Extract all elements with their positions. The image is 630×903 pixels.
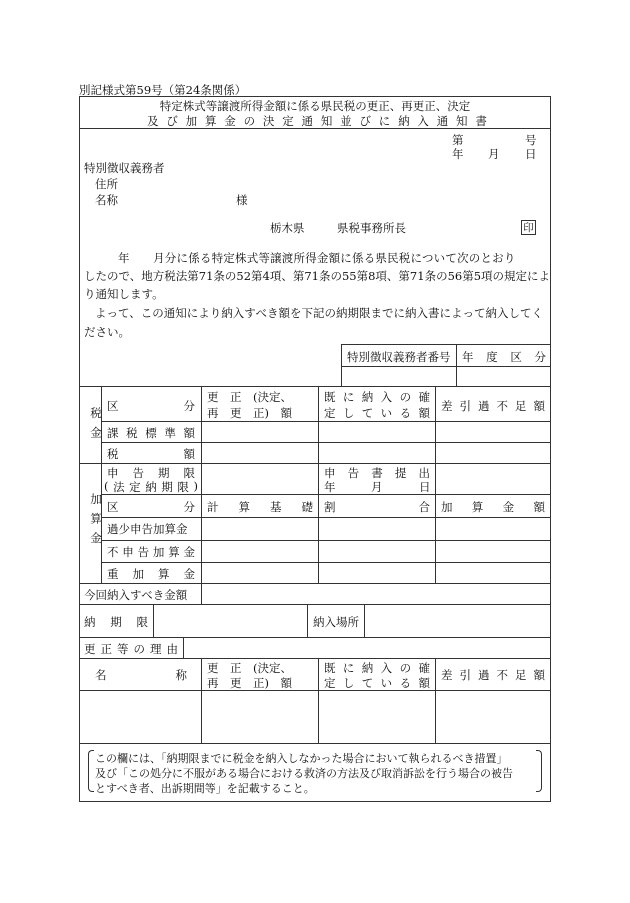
label-char: 及 — [147, 114, 159, 128]
label-char: 既 — [324, 390, 336, 404]
label-char: 加 — [441, 500, 453, 514]
label-char: 申 — [324, 466, 336, 480]
recipient-heading: 特別徴収義務者 — [84, 161, 165, 175]
label-char: し — [342, 406, 355, 420]
label-char: 入 — [417, 114, 429, 128]
label-char: 年 — [462, 350, 474, 364]
tax-section-label: 税金 — [89, 407, 103, 446]
label-char: 加 — [152, 545, 165, 559]
label-char: 書 — [475, 114, 487, 128]
label-char: 正 — [100, 642, 112, 656]
label-char: 標 — [145, 426, 157, 440]
row-total-due: 今回納入すべき金額 — [84, 588, 188, 602]
label-char: 重 — [107, 567, 119, 581]
col-name-header — [95, 667, 187, 683]
label-char: 知 — [320, 114, 333, 128]
label-char: の — [399, 661, 412, 675]
body-line-3: り通知します。 — [84, 287, 164, 301]
row-tax-base — [107, 425, 195, 441]
label-char: 区 — [107, 500, 119, 514]
col-diff-header-b — [441, 667, 545, 683]
label-char: 確 — [418, 390, 430, 404]
row-no-report — [107, 544, 195, 560]
label-char: 金 — [502, 500, 515, 514]
label-char: 決 — [262, 114, 275, 128]
label-char: 税 — [126, 426, 138, 440]
label-char: 更 — [84, 642, 96, 656]
label-char: に — [342, 390, 355, 404]
label-char: 知 — [456, 114, 468, 128]
title-line-1: 特定株式等譲渡所得金額に係る県民税の更正、再更正、決定 — [159, 99, 471, 113]
row-filing-day: 日 — [419, 480, 431, 494]
date-year: 年 — [452, 147, 464, 161]
label-char: る — [399, 406, 412, 420]
label-char: 金 — [183, 567, 195, 581]
year-category-label — [462, 349, 546, 365]
label-char: る — [399, 676, 412, 690]
label-char: 並 — [340, 114, 352, 128]
body-line-1: 年 月分に係る特定株式等譲渡所得金額に係る県民税について次のとおり — [118, 251, 516, 265]
label-char: 引 — [459, 668, 471, 682]
address-label: 住所 — [95, 177, 118, 191]
label-char: に — [378, 114, 391, 128]
issuer-prefecture: 栃木県 — [270, 221, 305, 235]
label-char: 不 — [496, 668, 508, 682]
col-paid-header-2b — [324, 675, 430, 691]
label-char: 金 — [224, 114, 236, 128]
label-char: ) — [193, 479, 198, 493]
label-char: 加 — [132, 567, 144, 581]
label-char: 書 — [371, 466, 383, 480]
col-revised-header-1: 更 正 (決定、 — [207, 390, 292, 404]
row-under-report: 過少申告加算金 — [107, 522, 188, 536]
row-heavy — [107, 566, 195, 582]
label-char: 合 — [418, 500, 430, 514]
label-char: 由 — [166, 642, 178, 656]
doc-number-label: 第 — [452, 133, 464, 147]
label-char: 告 — [137, 545, 150, 559]
label-char: び — [166, 114, 178, 128]
col-penalty-amount — [441, 499, 545, 515]
label-char: 限 — [136, 615, 148, 629]
form-reference: 別記様式第59号（第24条関係） — [79, 83, 247, 97]
label-char: 金 — [183, 545, 195, 559]
honorific: 様 — [236, 193, 248, 207]
doc-number-suffix: 号 — [525, 133, 537, 147]
label-char: 分 — [534, 350, 546, 364]
label-char: 課 — [107, 426, 119, 440]
label-char: い — [380, 676, 393, 690]
label-char: い — [380, 406, 393, 420]
label-char: 差 — [441, 668, 453, 682]
label-char: 入 — [380, 661, 393, 675]
label-char: 分 — [183, 399, 195, 413]
label-char: 計 — [207, 500, 219, 514]
label-char: 足 — [515, 399, 527, 413]
note-line-1: この欄には、「納期限までに税金を納入しなかった場合において執られるべき措置」 — [95, 752, 508, 765]
label-char: 告 — [132, 466, 144, 480]
label-char: 基 — [270, 500, 282, 514]
penalty-col-category — [107, 499, 195, 515]
label-char: 算 — [158, 567, 170, 581]
label-char: て — [361, 676, 374, 690]
label-char: 不 — [496, 399, 508, 413]
label-char: 納 — [398, 114, 410, 128]
label-char: 通 — [301, 114, 313, 128]
note-bracket-right — [536, 750, 542, 792]
label-char: 提 — [394, 466, 407, 480]
label-char: 既 — [324, 661, 336, 675]
label-char: ( — [104, 479, 109, 493]
label-char: に — [342, 661, 355, 675]
body-line-4: よって、この通知により納入すべき額を下記の納期限までに納入書によって納入してく — [95, 306, 544, 320]
label-char: 算 — [204, 114, 217, 128]
note-line-3: とすべき者、出訴期間等」を記載すること。 — [95, 782, 315, 795]
label-char: 確 — [418, 661, 430, 675]
col-category-header — [107, 398, 195, 414]
col-diff-header — [441, 398, 545, 414]
label-char: 定 — [282, 114, 294, 128]
label-char: 法 — [113, 480, 125, 494]
row-deadline-2 — [104, 479, 198, 495]
col-rate — [324, 499, 430, 515]
label-char: 礎 — [301, 500, 313, 514]
label-char: 引 — [459, 399, 471, 413]
label-char: の — [243, 114, 256, 128]
label-char: 申 — [107, 466, 119, 480]
row-tax-amount — [107, 446, 195, 462]
label-char: 額 — [183, 426, 195, 440]
label-char: 足 — [515, 668, 527, 682]
label-char: 不 — [107, 545, 119, 559]
body-line-5: ださい。 — [84, 325, 130, 339]
label-char: 入 — [380, 390, 393, 404]
row-payment-place: 納入場所 — [313, 615, 359, 629]
label-char: 理 — [150, 642, 162, 656]
title-divider — [79, 128, 551, 129]
label-char: 算 — [238, 500, 250, 514]
label-char: 分 — [183, 500, 195, 514]
label-char: 期 — [161, 480, 173, 494]
label-char: 加 — [185, 114, 198, 128]
label-char: 差 — [441, 399, 453, 413]
label-char: 額 — [533, 668, 545, 682]
label-char: 定 — [324, 676, 336, 690]
collector-number-label: 特別徴収義務者番号 — [347, 350, 451, 364]
label-char: 額 — [533, 399, 545, 413]
seal-stamp: 印 — [521, 220, 536, 235]
label-char: 期 — [110, 615, 122, 629]
label-char: 算 — [168, 545, 180, 559]
label-char: て — [361, 406, 374, 420]
label-char: 区 — [107, 399, 119, 413]
label-char: 過 — [478, 399, 490, 413]
label-char: 割 — [324, 500, 336, 514]
row-filing-month: 月 — [371, 480, 383, 494]
label-char: 納 — [84, 615, 96, 629]
col-calc-base — [207, 499, 313, 515]
date-day: 日 — [525, 147, 537, 161]
label-char: 納 — [361, 661, 374, 675]
row-due-date — [84, 614, 148, 630]
body-line-2: したので、地方税法第71条の52第4項、第71条の55第8項、第71条の56第5項の規定によ — [84, 269, 551, 283]
label-char: 区 — [510, 350, 522, 364]
label-char: 準 — [164, 426, 176, 440]
col-revised-header-2b: 再 更 正) 額 — [207, 676, 292, 690]
title-line-2 — [147, 113, 487, 129]
label-char: 申 — [122, 545, 134, 559]
label-char: 告 — [347, 466, 360, 480]
label-char: び — [359, 114, 371, 128]
label-char: 等 — [117, 642, 129, 656]
col-paid-header-1b — [324, 660, 430, 676]
label-char: 納 — [145, 480, 157, 494]
penalty-section-label: 加算金 — [89, 493, 103, 552]
label-char: の — [133, 642, 145, 656]
label-char: 額 — [533, 500, 545, 514]
label-char: 称 — [175, 668, 187, 682]
col-paid-header-1 — [324, 389, 430, 405]
col-revised-header-2: 再 更 正) 額 — [207, 406, 292, 420]
label-char: 期 — [158, 466, 170, 480]
note-bracket-left — [88, 750, 94, 792]
label-char: 名 — [95, 668, 107, 682]
note-line-2: 及び「この処分に不服がある場合における救済の方法及び取消訴訟を行う場合の被告 — [95, 767, 513, 780]
name-label: 名称 — [95, 193, 118, 207]
label-char: 通 — [436, 114, 449, 128]
label-char: 税 — [107, 447, 119, 461]
label-char: 定 — [324, 406, 336, 420]
label-char: 過 — [478, 668, 490, 682]
issuer-office: 県税事務所長 — [337, 221, 406, 235]
col-revised-header-1b: 更 正 (決定、 — [207, 661, 292, 675]
date-month: 月 — [488, 147, 500, 161]
label-char: し — [342, 676, 355, 690]
row-reason — [84, 641, 178, 657]
label-char: 度 — [486, 350, 498, 364]
label-char: 額 — [183, 447, 195, 461]
label-char: 限 — [177, 480, 189, 494]
label-char: の — [399, 390, 412, 404]
col-paid-header-2 — [324, 405, 430, 421]
label-char: 額 — [418, 676, 430, 690]
label-char: 額 — [418, 406, 430, 420]
label-char: 出 — [418, 466, 430, 480]
row-filing-year: 年 — [324, 480, 336, 494]
label-char: 限 — [183, 466, 195, 480]
label-char: 定 — [129, 480, 141, 494]
label-char: 納 — [361, 390, 374, 404]
label-char: 算 — [471, 500, 484, 514]
